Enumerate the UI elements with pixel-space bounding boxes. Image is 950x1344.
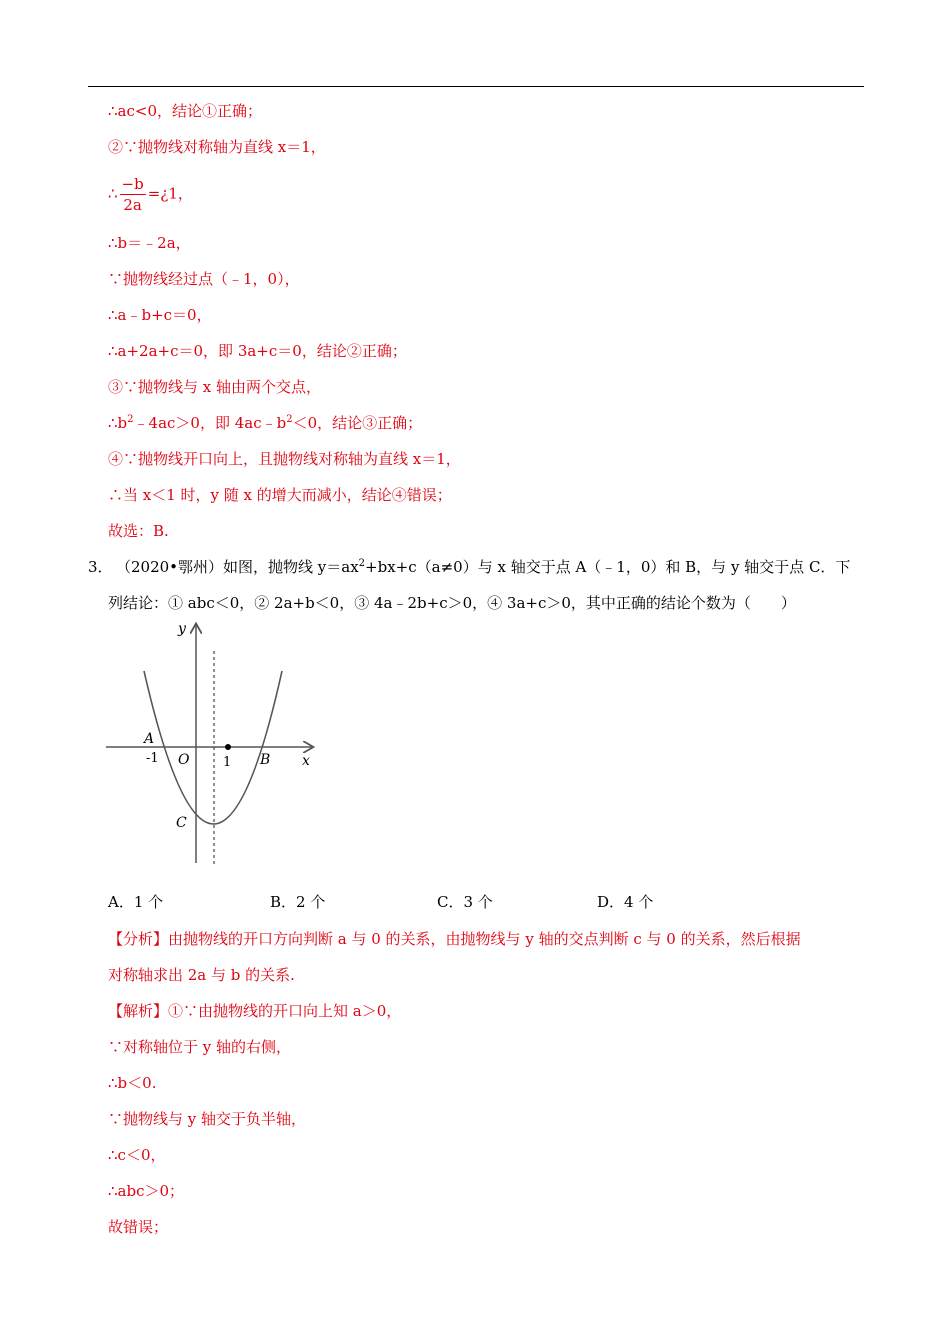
fraction-numerator: −b [121,175,144,193]
option-a[interactable]: A．1 个 [108,893,164,911]
solution-line: ∴abc＞0； [108,1182,185,1200]
solution-line: 故错误； [108,1218,169,1236]
analysis-line: 【分析】由抛物线的开口方向判断 a 与 0 的关系，由抛物线与 y 轴的交点判断 c 与 0 的关系，然后根据 [108,930,801,948]
solution-line: ∵抛物线与 y 轴交于负半轴， [108,1110,307,1128]
text-fragment: ∴b [108,414,128,432]
solution-line: ③∵抛物线与 x 轴由两个交点， [108,378,321,396]
solution-line: ∴a+2a+c＝0，即 3a+c＝0，结论②正确； [108,342,407,360]
parabola-graph [100,615,320,870]
solution-line: ∴ac<0，结论①正确； [108,102,262,120]
solution-line: ∴c＜0， [108,1146,166,1164]
superscript: 2 [286,414,293,425]
solution-line: ④∵抛物线开口向上，且抛物线对称轴为直线 x＝1， [108,450,461,468]
solution-line: ②∵抛物线对称轴为直线 x＝1， [108,138,326,156]
label-O: O [178,752,190,768]
question-text-line2: 列结论：① abc＜0，② 2a+b＜0，③ 4a﹣2b+c＞0，④ 3a+c＞0，其中正确的结论个数为（ ） [108,594,796,612]
question-number: 3． [88,558,113,576]
text-fragment: （2020•鄂州）如图，抛物线 y＝ax [116,558,359,576]
superscript: 2 [358,558,366,569]
label-B: B [260,752,271,768]
header-rule [88,86,864,87]
label-x: x [302,753,310,769]
answer-line: 故选：B. [108,522,169,540]
label-C: C [176,815,187,831]
solution-line: 【解析】①∵由抛物线的开口向上知 a＞0， [108,1002,402,1020]
solution-fraction-line [108,174,193,215]
text-fragment: ＜0，结论③正确； [292,414,423,432]
solution-line: ∵抛物线经过点（﹣1，0）， [108,270,300,288]
label-one: 1 [223,755,232,770]
solution-line: ∵对称轴位于 y 轴的右侧， [108,1038,292,1056]
solution-line: ∴a﹣b+c＝0， [108,306,212,324]
solution-line [108,413,422,433]
option-b[interactable]: B．2 个 [270,893,326,911]
fraction-result: =¿1， [147,184,193,203]
therefore-symbol: ∴ [108,184,118,203]
text-fragment: ﹣4ac＞0，即 4ac﹣b [133,414,287,432]
solution-line: ∴b＜0. [108,1074,157,1092]
fraction [120,174,146,215]
solution-line: ∴b＝﹣2a， [108,234,191,252]
question-text-line1 [116,557,850,577]
text-fragment: +bx+c（a≠0）与 x 轴交于点 A（﹣1，0）和 B，与 y 轴交于点 C．下 [365,558,851,576]
label-y: y [178,621,186,637]
label-neg1: -1 [146,751,159,766]
option-d[interactable]: D．4 个 [597,893,654,911]
point-one [225,744,231,750]
label-A: A [144,731,155,747]
superscript: 2 [127,414,134,425]
analysis-line: 对称轴求出 2a 与 b 的关系. [108,966,295,984]
option-c[interactable]: C．3 个 [437,893,493,911]
solution-line: ∴当 x＜1 时，y 随 x 的增大而减小，结论④错误； [108,486,452,504]
fraction-denominator: 2a [123,196,142,214]
